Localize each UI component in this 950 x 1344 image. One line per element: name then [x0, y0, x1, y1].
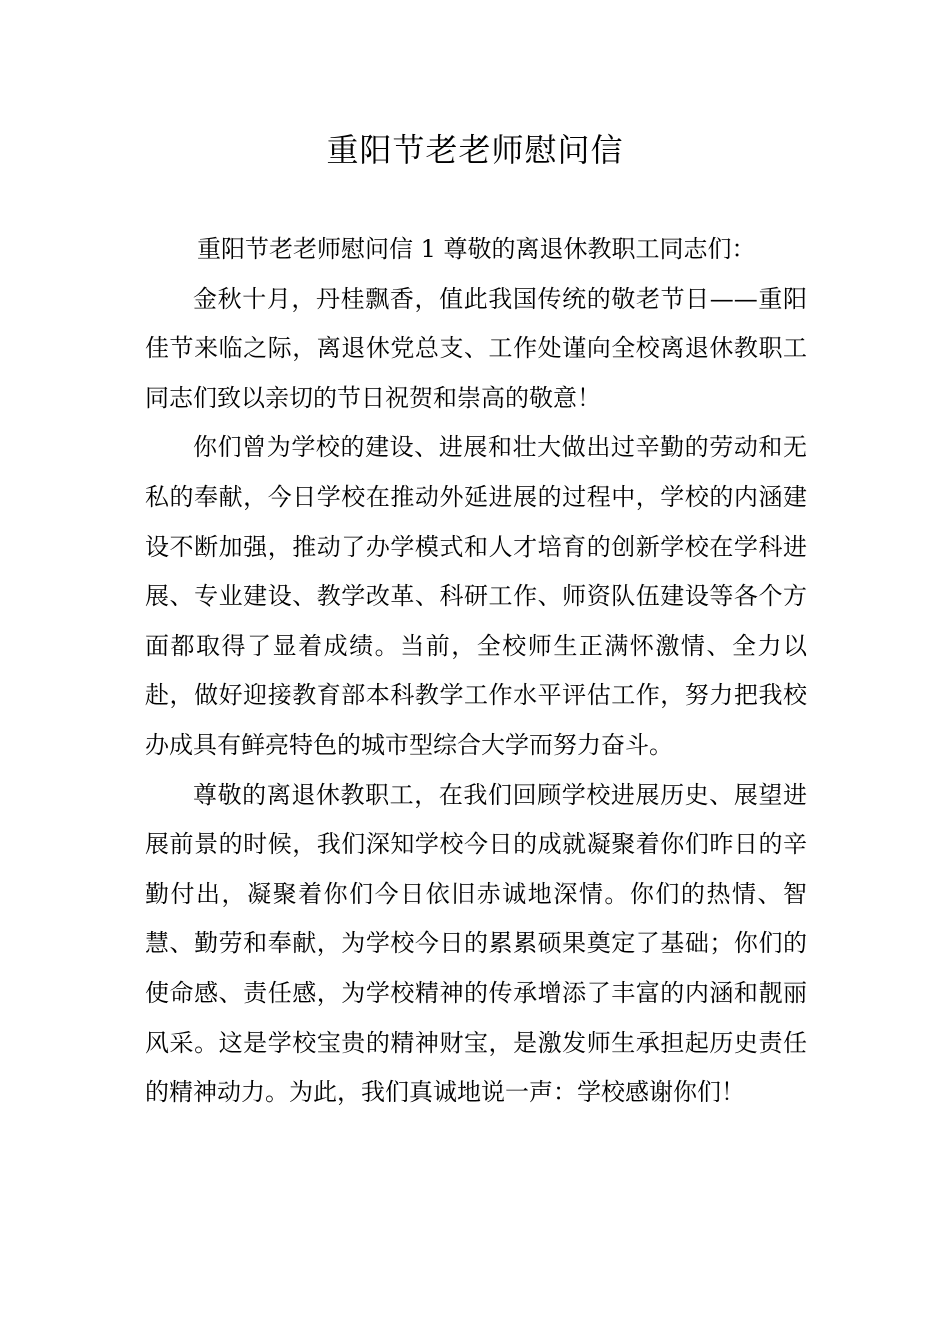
- body-paragraph: 尊敬的离退休教职工，在我们回顾学校进展历史、展望进展前景的时候，我们深知学校今日的成就凝聚着你们昨日的辛勤付出，凝聚着你们今日依旧赤诚地深情。你们的热情、智慧、勤劳和奉献，为学校今日的累累硕果奠定了基础；你们的使命感、责任感，为学校精神的传承增添了丰富的内涵和靓丽风采。这是学校宝贵的精神财宝，是激发师生承担起历史责任的精神动力。为此，我们真诚地说一声：学校感谢你们！: [145, 780, 807, 1107]
- salutation-paragraph: 重阳节老老师慰问信 1 尊敬的离退休教职工同志们：: [197, 235, 756, 263]
- document-body: [145, 225, 807, 1118]
- document-title: 重阳节老老师慰问信: [326, 131, 624, 169]
- body-paragraph: 金秋十月，丹桂飘香，值此我国传统的敬老节日——重阳佳节来临之际，离退休党总支、工作处谨向全校离退休教职工同志们致以亲切的节日祝贺和崇高的敬意！: [145, 284, 807, 412]
- body-paragraph: 你们曾为学校的建设、进展和壮大做出过辛勤的劳动和无私的奉献，今日学校在推动外延进展的过程中，学校的内涵建设不断加强，推动了办学模式和人才培育的创新学校在学科进展、专业建设、教学改革、科研工作、师资队伍建设等各个方面都取得了显着成绩。当前，全校师生正满怀激情、全力以赴，做好迎接教育部本科教学工作水平评估工作，努力把我校办成具有鲜亮特色的城市型综合大学而努力奋斗。: [145, 433, 807, 759]
